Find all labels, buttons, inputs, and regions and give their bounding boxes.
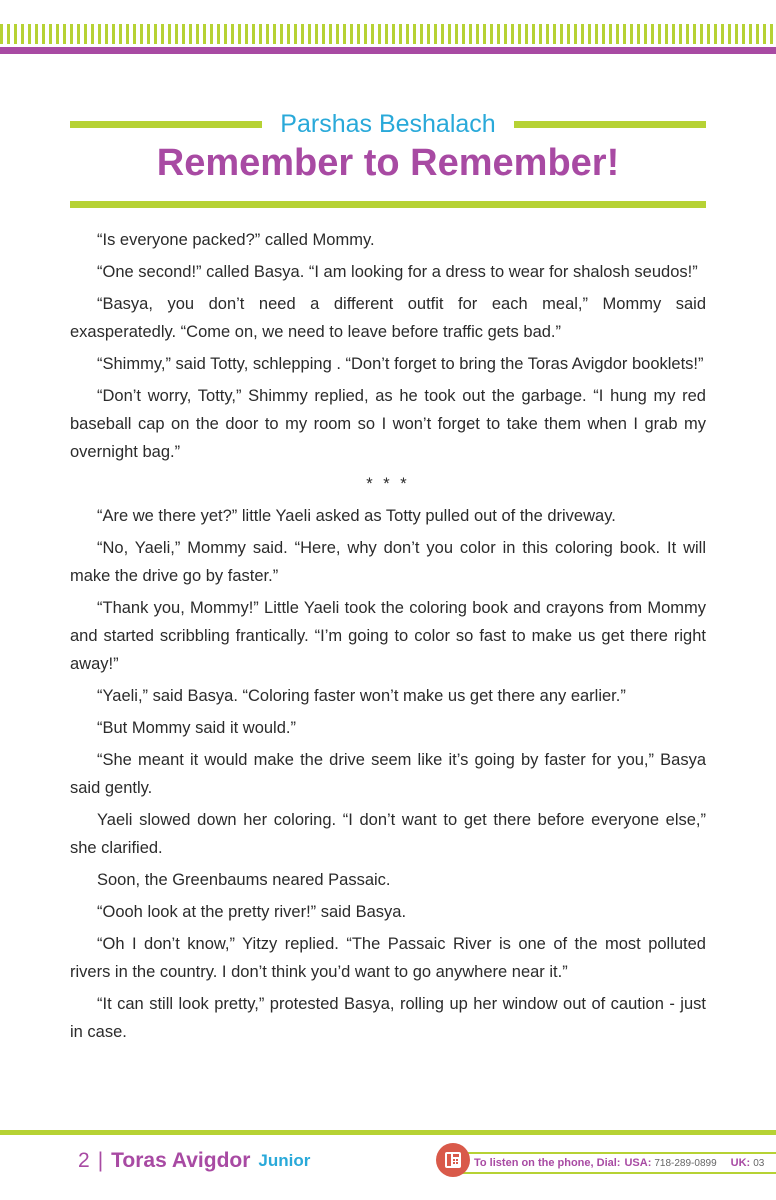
story-paragraph: “Shimmy,” said Totty, schlepping . “Don’t forget to bring the Toras Avigdor booklets!” [97, 355, 704, 373]
story-paragraph: “No, Yaeli,” Mommy said. “Here, why don’t you color in this coloring book. It will make the drive go by faster.” [70, 539, 706, 585]
usa-number: 718-289-0899 [654, 1157, 717, 1169]
footer-separator: | [97, 1149, 104, 1172]
scene-separator: * * * [366, 475, 410, 493]
phone-strip [462, 1152, 776, 1174]
story-paragraph: “One second!” called Basya. “I am looking for a dress to wear for shalosh seudos!” [97, 263, 698, 281]
phone-icon [436, 1143, 470, 1177]
parsha-header [70, 106, 706, 142]
story-paragraph: “Is everyone packed?” called Mommy. [97, 231, 375, 249]
story-paragraph: “Oh I don’t know,” Yitzy replied. “The Passaic River is one of the most polluted rivers in the country. I don’t think you’d want to go anywhere near it.” [70, 935, 706, 981]
story-title: Remember to Remember! [156, 142, 620, 184]
story-paragraph: Yaeli slowed down her coloring. “I don’t want to get there before everyone else,” she clarified. [70, 811, 706, 857]
story-paragraph: “Are we there yet?” little Yaeli asked as Totty pulled out of the driveway. [97, 507, 616, 525]
brand-junior: Junior [258, 1151, 311, 1170]
story-paragraph: “Don’t worry, Totty,” Shimmy replied, as he took out the garbage. “I hung my red baseball cap on the door to my room so I won’t forget to take them when I grab my overnight bag.” [70, 387, 706, 461]
story-paragraph: “But Mommy said it would.” [97, 719, 296, 737]
story-paragraph: Soon, the Greenbaums neared Passaic. [97, 871, 391, 889]
story-paragraph: “She meant it would make the drive seem like it’s going by faster for you,” Basya said gently. [70, 751, 706, 797]
top-stripe-decoration [0, 24, 776, 44]
story-paragraph: “Basya, you don’t need a different outfit for each meal,” Mommy said exasperatedly. “Come on, we need to leave before traffic gets bad.” [70, 295, 706, 341]
dial-label: To listen on the phone, Dial: [474, 1157, 621, 1169]
parsha-name: Parshas Beshalach [280, 109, 496, 138]
story-paragraph: “It can still look pretty,” protested Basya, rolling up her window out of caution - just in case. [70, 995, 706, 1041]
uk-number: 03 [753, 1157, 765, 1169]
page-number: 2 [78, 1149, 90, 1172]
top-purple-bar [0, 47, 776, 54]
header-rule-right [514, 121, 706, 128]
bottom-green-bar [0, 1130, 776, 1135]
brand-name: Toras Avigdor [111, 1149, 251, 1172]
story-paragraph: “Oooh look at the pretty river!” said Basya. [97, 903, 407, 921]
story-paragraph: “Yaeli,” said Basya. “Coloring faster won’t make us get there any earlier.” [97, 687, 626, 705]
header-rule-left [70, 121, 262, 128]
phone-info [436, 1142, 776, 1178]
story-paragraph: “Thank you, Mommy!” Little Yaeli took the coloring book and crayons from Mommy and started scribbling frantically. “I’m going to color so fast to make us get there right away!” [70, 599, 706, 673]
uk-label: UK: [730, 1157, 751, 1169]
story-body [70, 226, 706, 1050]
footer-branding [78, 1146, 310, 1176]
title-rule [70, 201, 706, 208]
usa-label: USA: [624, 1157, 652, 1169]
